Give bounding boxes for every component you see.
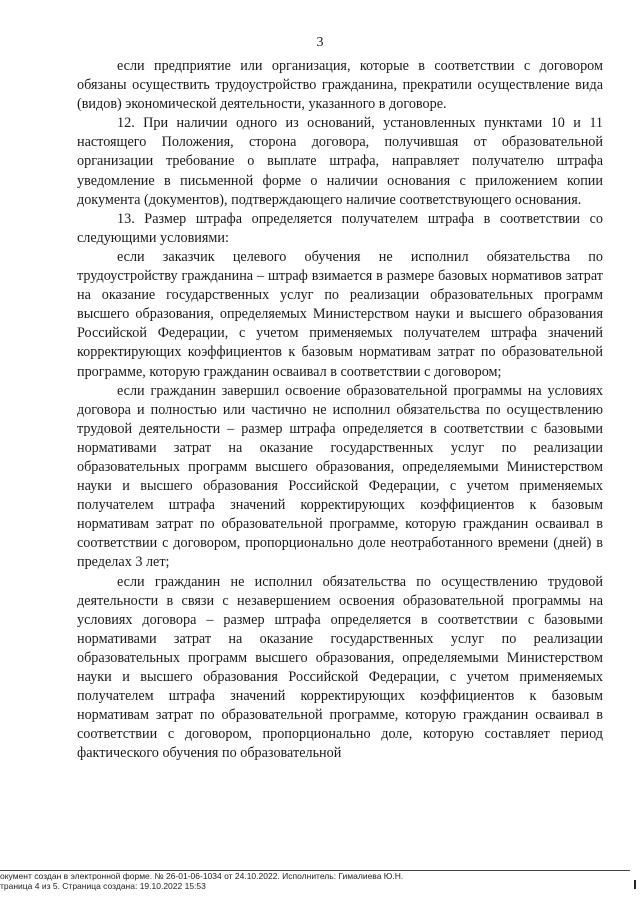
paragraph-condition-not-completed: если гражданин не исполнил обязательства по осуществлению трудовой деятельности в связи с незавершением освоения образовательной программы на условиях договора – размер штрафа определяется в соответствии с базовыми нормативами затрат на оказание государственных услуг по реализации образовательных программ высшего образования, определяемыми Министерством науки и высшего образования Российской Федерации, с учетом применяемых получателем штрафа значений корректирующих коэффициентов к базовым нормативам затрат по образовательной программе, которую гражданин осваивал в соответствии с договором, пропорционально доле, которую составляет период фактического обучения по образовательной: [77, 573, 603, 762]
document-footer: [0, 870, 640, 905]
document-body: [77, 57, 603, 763]
footer-page-info: траница 4 из 5. Страница создана: 19.10.2022 15:53: [0, 881, 206, 891]
paragraph-condition-completed: если гражданин завершил освоение образовательной программы на условиях договора и полностью или частично не исполнил обязательства по осуществлению трудовой деятельности – размер штрафа определяется в соответствии с базовыми нормативами затрат на оказание государственных услуг по реализации образовательных программ высшего образования, определяемыми Министерством науки и высшего образования Российской Федерации, с учетом применяемых получателем штрафа значений корректирующих коэффициентов к базовым нормативам затрат по образовательной программе, которую гражданин осваивал в соответствии с договором, пропорционально доле неотработанного времени (дней) в пределах 3 лет;: [77, 382, 603, 571]
edge-mark: [634, 880, 636, 889]
footer-document-info: окумент создан в электронной форме. № 26-01-06-1034 от 24.10.2022. Исполнитель: Гималиева Ю.Н.: [0, 871, 404, 881]
paragraph-condition-customer: если заказчик целевого обучения не исполнил обязательства по трудоустройству гражданина – штраф взимается в размере базовых нормативов затрат на оказание государственных услуг по реализации образовательных программ высшего образования, определяемых Министерством науки и высшего образования Российской Федерации, с учетом применяемых получателем штрафа значений корректирующих коэффициентов к базовым нормативам затрат по образовательной программе, которую гражданин осваивал в соответствии с договором;: [77, 248, 603, 380]
page-number: 3: [316, 35, 324, 50]
paragraph-continuation: если предприятие или организация, которые в соответствии с договором обязаны осуществить трудоустройство гражданина, прекратили осуществление вида (видов) экономической деятельности, указанного в договоре.: [77, 58, 603, 113]
paragraph-clause-12: 12. При наличии одного из оснований, установленных пунктами 10 и 11 настоящего Положения, сторона договора, получившая от образовательной организации требование о выплате штрафа, направляет получателю штрафа уведомление в письменной форме о наличии основания с приложением копии документа (документов), подтверждающего наличие соответствующего основания.: [77, 115, 603, 208]
paragraph-clause-13: 13. Размер штрафа определяется получателем штрафа в соответствии со следующими условиями:: [77, 210, 603, 246]
